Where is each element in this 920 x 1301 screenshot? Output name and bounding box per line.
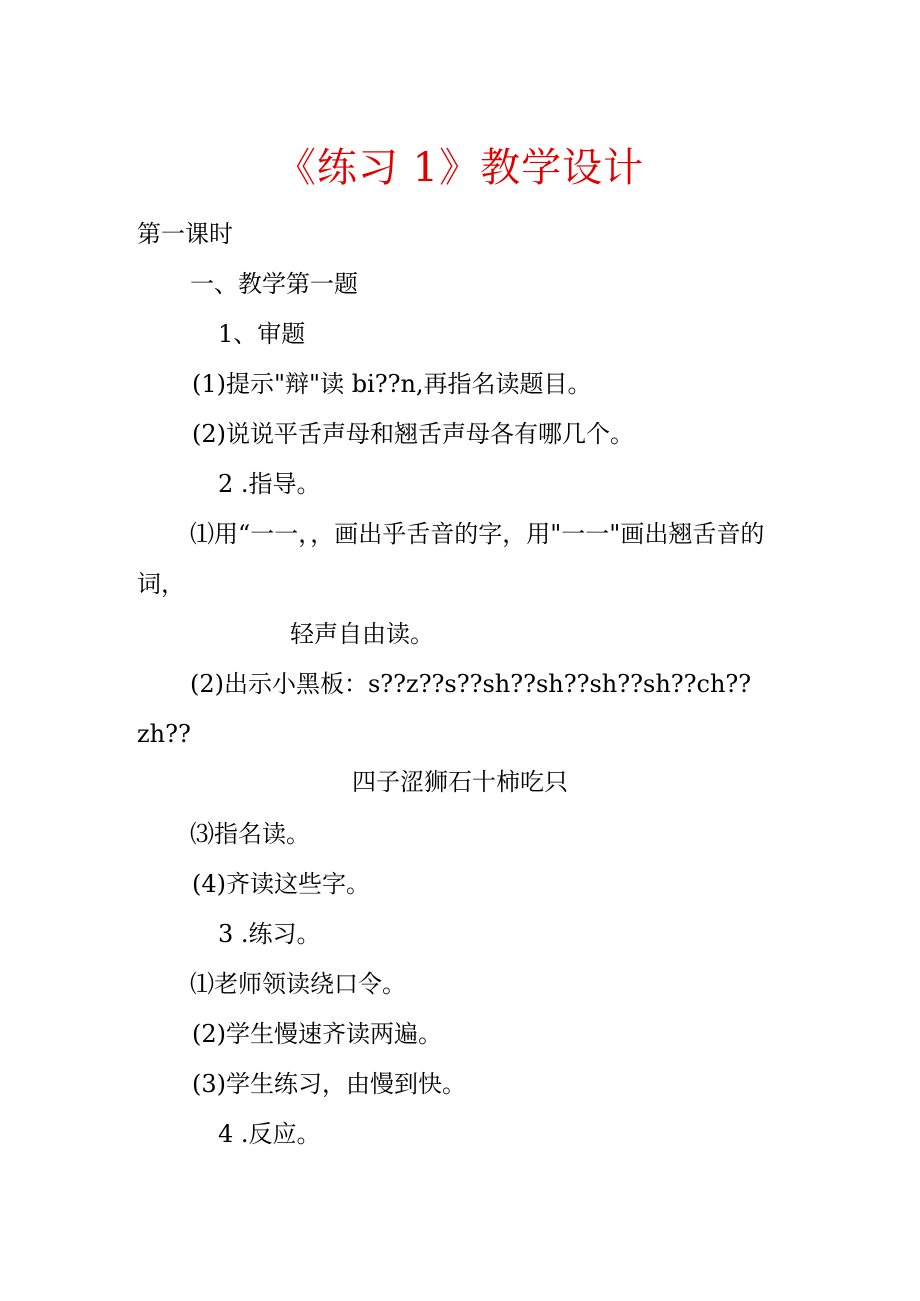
list-item-paragraph: ⑴用“一一，，画出乎舌音的字，用"一一"画出翘舌音的词， — [137, 520, 765, 598]
list-item: (1)提示"辩"读 bi??n,再指名读题目。 — [192, 370, 592, 398]
list-item: (3)学生练习，由慢到快。 — [192, 1070, 466, 1098]
step-heading: 4 .反应。 — [218, 1120, 321, 1148]
list-item: ⑶指名读。 — [190, 820, 310, 848]
list-item-paragraph: (2)出示小黑板：s??z??s??sh??sh??sh??sh??ch??zh?? — [137, 670, 752, 748]
list-item: ⑴老师领读绕口令。 — [190, 970, 406, 998]
paragraph-line: 轻声自由读。 — [290, 620, 434, 648]
step-heading: 3 .练习。 — [218, 920, 321, 948]
section-heading: 一、教学第一题 — [190, 270, 358, 298]
document-title: 《练习 1》教学设计 — [275, 145, 645, 191]
character-list: 四子涩狮石十柿吃只 — [352, 768, 568, 796]
step-heading: 2 .指导。 — [218, 470, 321, 498]
step-heading: 1、审题 — [218, 320, 306, 348]
lesson-period: 第一课时 — [137, 220, 233, 248]
list-item: (2)学生慢速齐读两遍。 — [192, 1020, 442, 1048]
list-item: (4)齐读这些字。 — [192, 870, 370, 898]
list-item: (2)说说平舌声母和翘舌声母各有哪几个。 — [192, 420, 634, 448]
